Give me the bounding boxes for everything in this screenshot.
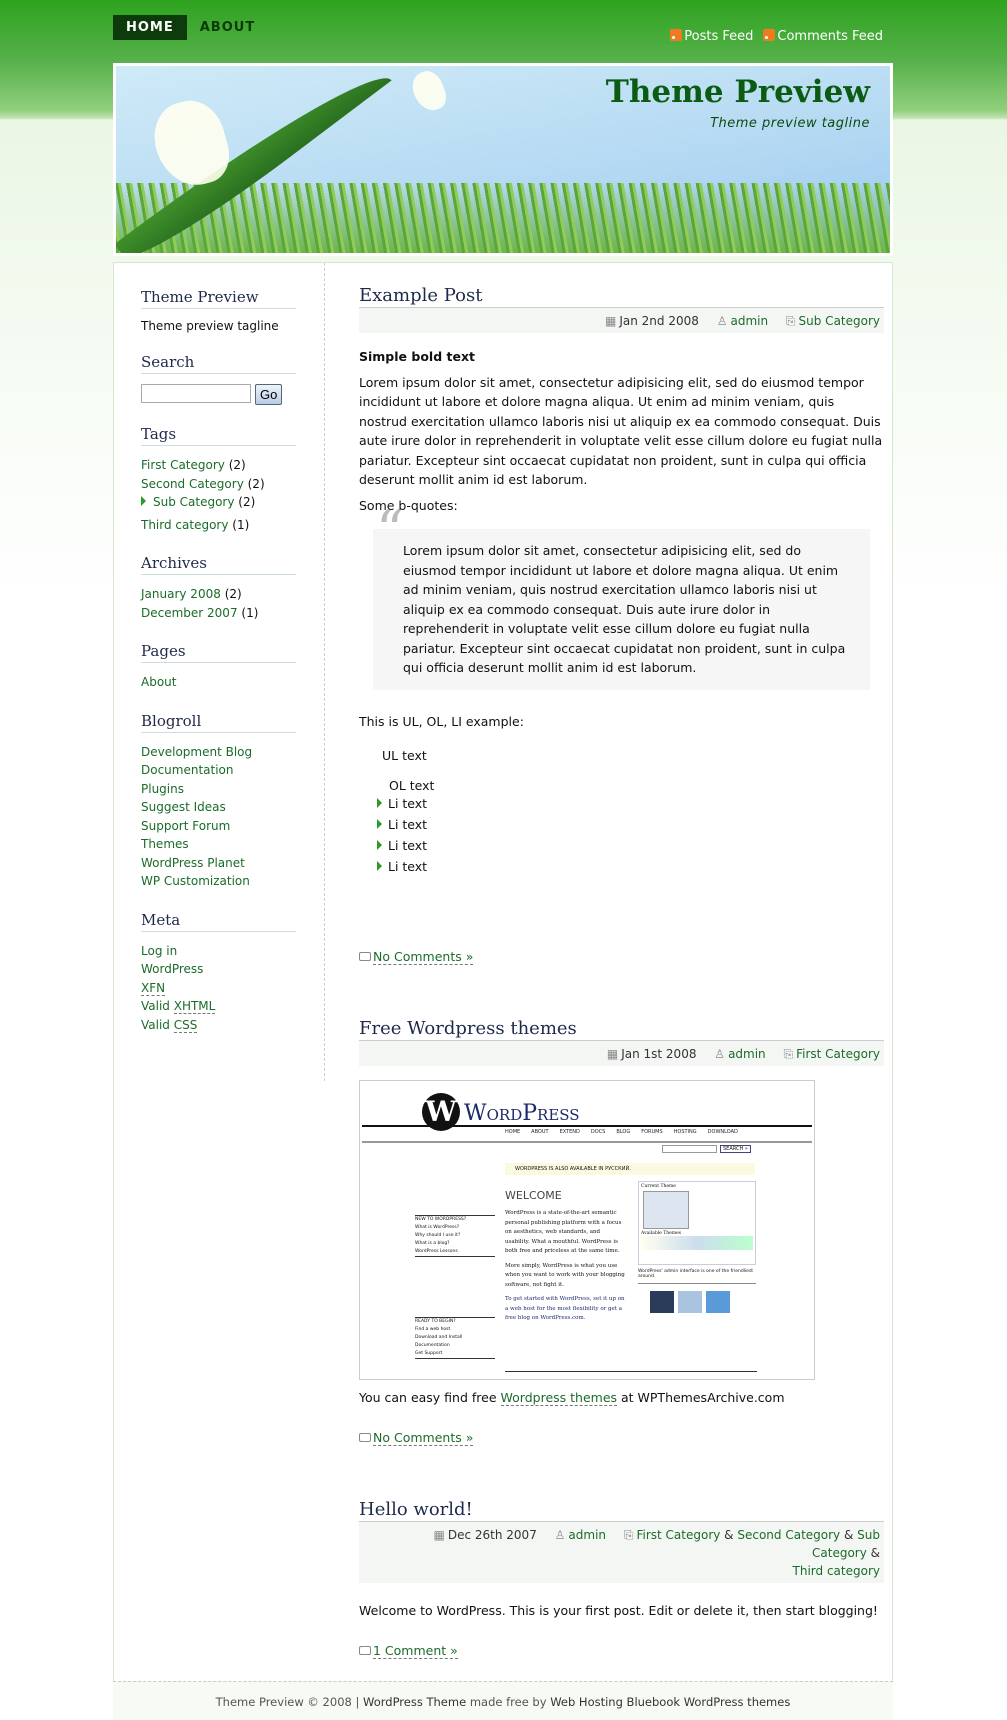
post-body [359,1388,884,1447]
comment-icon [359,1646,371,1655]
themes-link[interactable]: Wordpress themes [500,1390,618,1405]
list-item [389,835,884,856]
post [359,285,884,966]
comments-link[interactable]: No Comments » [373,948,474,964]
list-item [389,793,884,814]
widget-title: Meta [141,911,296,932]
post-category[interactable]: Sub Category [798,314,880,328]
post [359,1499,884,1660]
wp-nav-item: HOME [505,1129,521,1135]
feed-links [670,29,883,44]
pages-list [141,673,296,692]
meta-list [141,942,296,1035]
archives-list [141,585,296,622]
calendar-icon: ▦ [605,314,617,328]
comment-icon [359,1433,371,1442]
about-text: Theme preview tagline [141,319,279,333]
wordpress-screenshot-image [359,1080,815,1380]
footer-themes-link[interactable]: WordPress themes [680,1695,791,1709]
tag-link[interactable]: Third category [141,517,229,532]
site-tagline: Theme preview tagline [710,116,870,131]
paragraph: Some b-quotes: [359,497,458,513]
post-body [359,1601,884,1660]
wordpress-link[interactable]: WordPress [141,962,204,976]
bold-text: Simple bold text [359,349,475,364]
post-category[interactable]: Third category [792,1564,880,1578]
wp-caption: WordPress' admin interface is one of the friendliest around. [638,1269,754,1279]
wp-welcome: WELCOME [505,1189,562,1202]
post-date: Jan 1st 2008 [621,1047,697,1061]
blogroll-link[interactable]: Development Blog [141,744,253,759]
archive-count: (2) [224,587,242,601]
wp-box-item: WordPress Lessons [415,1249,458,1254]
separator: & [840,1528,858,1542]
post-category[interactable]: Sub Category [812,1528,880,1560]
wp-box-title: READY TO BEGIN? [415,1319,456,1324]
blogroll-link[interactable]: Suggest Ideas [141,800,226,814]
comments-link[interactable]: 1 Comment » [373,1642,458,1658]
ol-text: OL text [389,777,435,793]
xhtml-link[interactable]: XHTML [173,999,216,1013]
post-category[interactable]: First Category [636,1528,721,1542]
sidebar-divider [324,263,325,1081]
list-item [389,814,884,835]
category-icon: ⎘ [785,314,796,328]
tag-item [141,516,296,535]
tag-count: (1) [232,517,250,532]
tag-link[interactable]: Sub Category [153,495,235,509]
rss-icon [763,29,775,41]
wp-nav-item: HOSTING [673,1129,697,1135]
tag-count: (2) [238,495,256,509]
search-form [141,384,296,405]
blogroll-list [141,743,296,891]
xfn-link[interactable]: XFN [141,980,166,995]
wordpress-logo-icon: W [422,1093,460,1131]
header-banner [113,63,893,256]
wp-nav-item: EXTEND [559,1129,580,1135]
separator: & [720,1528,738,1542]
post-category[interactable]: Second Category [737,1528,841,1542]
tag-item [141,456,296,475]
valid-label: Valid [141,999,174,1013]
ul-text: UL text [382,748,427,763]
post-date: Jan 2nd 2008 [619,314,699,328]
wp-theme-label: Available Themes [641,1231,682,1236]
category-icon: ⎘ [783,1047,794,1061]
wp-box-item: What is a blog? [415,1241,450,1246]
posts-feed-label: Posts Feed [684,29,754,44]
site-title[interactable]: Theme Preview [605,74,870,110]
widget-title: Pages [141,642,296,663]
archive-count: (1) [241,605,259,620]
post-title[interactable]: Free Wordpress themes [359,1018,884,1041]
wp-box-item: Find a web host [415,1327,451,1332]
valid-label: Valid [141,1017,174,1032]
tag-item [141,493,296,512]
archive-link[interactable]: December 2007 [141,605,238,620]
content-wrapper [113,262,893,1682]
comments-feed-label: Comments Feed [777,29,883,44]
wp-logo-text: WordPress [464,1101,580,1126]
post [359,1018,884,1447]
blogroll-link[interactable]: Themes [141,837,189,851]
posts-feed-link[interactable] [670,29,753,44]
calendar-icon: ▦ [606,1047,619,1061]
post-meta [359,1522,884,1583]
comments-row [359,1428,884,1448]
widget-title: Blogroll [141,712,296,733]
wp-paragraph: To get started with WordPress, set it up on a web host for the most flexibility or get a free blog on WordPress.com. [505,1296,625,1321]
tag-link[interactable]: First Category [141,458,225,472]
xhtml-item [141,997,296,1016]
arrow-icon [377,840,382,850]
wp-box-title: NEW TO WORDPRESS? [415,1217,467,1222]
xfn-item [141,979,296,998]
css-item [141,1016,296,1035]
wp-search-button: SEARCH » [720,1145,751,1153]
search-go-button[interactable]: Go [255,384,282,405]
top-nav [113,15,268,40]
li-text: Li text [388,795,428,811]
quote-text: Lorem ipsum dolor sit amet, consectetur adipisicing elit, sed do eiusmod tempor incididunt ut labore et dolore magna aliqua. Ut enim ad minim veniam, quis nostrud exercitation ullamco laboris nisi ut aliquip ex ea commodo consequat. Duis aute irure dolor in reprehenderit in voluptate velit esse cillum dolore eu fugiat nulla pariatur. Excepteur sint occaecat cupidatat non proident, sunt in culpa qui officia deserunt mollit anim id est laborum. [403,543,846,675]
footer-copy: © 2008 | [303,1695,364,1709]
paragraph: This is UL, OL, LI example: [359,713,524,729]
wp-box-item: Download and Install [415,1335,463,1340]
ol-block [389,778,884,877]
calendar-icon: ▦ [433,1528,445,1542]
archive-item [141,604,296,623]
comments-link[interactable]: No Comments » [373,1429,474,1445]
separator: & [866,1546,880,1560]
blogroll-link[interactable]: Plugins [141,781,184,796]
comments-feed-link[interactable] [763,29,883,44]
li-text: Li text [388,837,428,853]
paragraph: Lorem ipsum dolor sit amet, consectetur adipisicing elit, sed do eiusmod tempor incididunt ut labore et dolore magna aliqua. Ut enim ad minim veniam, quis nostrud exercitation ullamco laboris nisi ut aliquip ex ea commodo consequat. Duis aute irure dolor in reprehenderit in voluptate velit esse cillum dolore eu fugiat nulla pariatur. Excepteur sint occaecat cupidatat non proident, sunt in culpa qui officia deserunt mollit anim id est laborum. [359,374,883,487]
post-author[interactable]: admin [730,314,769,328]
quote-icon: “ [376,499,404,562]
wp-paragraph: More simply, WordPress is what you use when you want to work with your blogging software, not fight it. [505,1262,625,1288]
arrow-icon [377,861,382,871]
blogroll-link[interactable]: Documentation [141,763,234,777]
nav-home[interactable]: HOME [113,15,187,40]
comment-icon [359,952,371,961]
widget-title: Tags [141,425,296,446]
post-title[interactable]: Hello world! [359,1499,884,1522]
tags-list [141,456,296,534]
nav-about[interactable]: ABOUT [199,20,256,35]
widget-title: Archives [141,554,296,575]
wp-notice: WORDPRESS IS ALSO AVAILABLE IN РУССКИЙ. [505,1163,755,1175]
arrow-icon [377,819,382,829]
post-author[interactable]: admin [728,1047,766,1061]
li-text: Li text [388,858,428,874]
search-input[interactable] [141,384,251,403]
blogroll-link[interactable]: WordPress Planet [141,855,245,870]
category-icon: ⎘ [623,1528,634,1542]
archive-link[interactable]: January 2008 [141,587,221,601]
user-icon: ♙ [554,1528,566,1542]
wp-box-item: Why should I use it? [415,1233,461,1238]
wp-nav-item: BLOG [616,1129,631,1135]
wp-theme-label: Current Theme [641,1184,676,1189]
post-date: Dec 26th 2007 [447,1528,537,1542]
post-meta [359,308,884,333]
blogroll-link[interactable]: WP Customization [141,874,250,888]
text: You can easy find free [359,1390,501,1405]
wp-box-item: Documentation [415,1343,450,1348]
post-author[interactable]: admin [568,1528,607,1542]
post-category[interactable]: First Category [796,1047,880,1061]
blogroll-link[interactable]: Support Forum [141,818,231,833]
page-link[interactable]: About [141,675,177,689]
tag-link[interactable]: Second Category [141,476,244,491]
post-body [359,347,884,966]
rss-icon [670,29,682,41]
paragraph: Welcome to WordPress. This is your first post. Edit or delete it, then start blogging! [359,1603,878,1618]
comments-row [359,947,884,967]
butterfly-image [408,67,450,115]
text: at WPThemesArchive.com [617,1390,785,1405]
sidebar [141,288,296,1034]
wp-nav-item: DOCS [590,1129,606,1135]
widget-title: Theme Preview [141,288,296,309]
footer-site: Theme Preview [215,1695,304,1709]
footer-host-link[interactable]: Web Hosting Bluebook [550,1695,681,1709]
wp-nav-item: DOWNLOAD [707,1129,738,1135]
tag-count: (2) [247,476,265,491]
wp-nav-item: ABOUT [531,1129,549,1135]
wp-box-item: Get Support [415,1351,443,1356]
arrow-icon [141,496,146,506]
css-link[interactable]: CSS [173,1017,198,1032]
footer-text: made free by [466,1695,551,1709]
footer-theme-link[interactable]: WordPress Theme [363,1695,467,1709]
wp-box-item: What is WordPress? [415,1225,460,1230]
user-icon: ♙ [716,314,728,328]
user-icon: ♙ [714,1047,726,1061]
main-content [359,285,884,1720]
li-text: Li text [388,816,428,832]
tag-item [141,475,296,494]
wp-nav-item: FORUMS [641,1129,663,1135]
post-title[interactable]: Example Post [359,285,884,308]
comments-row [359,1641,884,1661]
arrow-icon [377,798,382,808]
archive-item [141,585,296,604]
post-meta [359,1041,884,1066]
login-link[interactable]: Log in [141,943,178,958]
widget-title: Search [141,353,296,374]
list-item [389,856,884,877]
wp-paragraph: WordPress is a state-of-the-art semantic personal publishing platform with a focus on aesthetics, web standards, and usability. What a mouthful. WordPress is both free and priceless at the same time. [505,1210,622,1254]
footer [113,1681,893,1720]
tag-count: (2) [228,458,246,472]
